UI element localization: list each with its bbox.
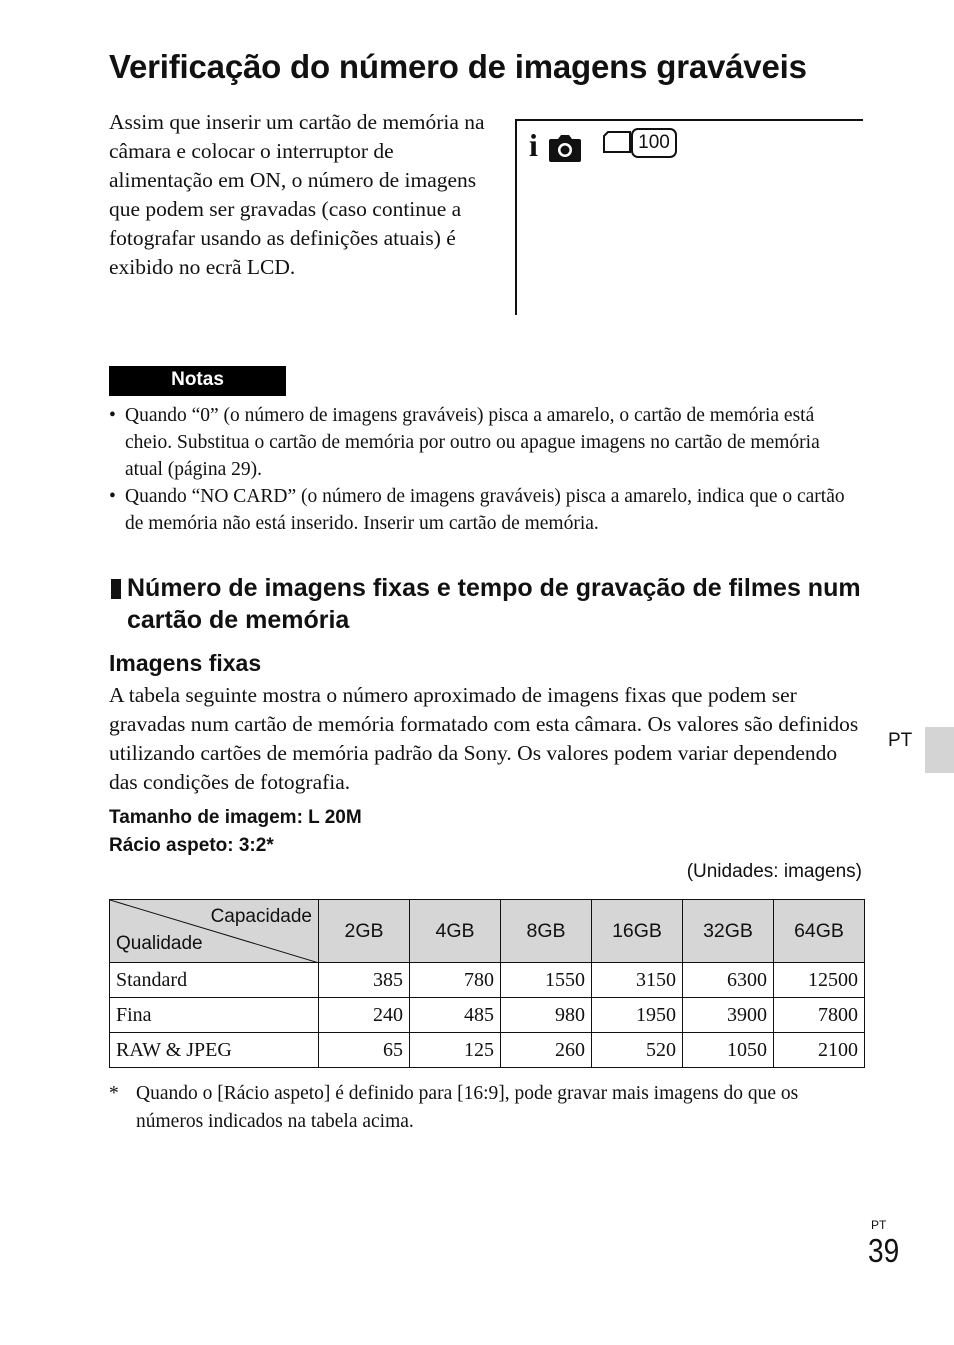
side-language-label: PT bbox=[888, 730, 913, 751]
memory-card-icon bbox=[603, 131, 631, 153]
table-cell: 125 bbox=[410, 1033, 501, 1068]
column-header: 8GB bbox=[501, 900, 592, 963]
table-cell: 780 bbox=[410, 963, 501, 998]
image-size-label: Tamanho de imagem: L 20M bbox=[109, 807, 362, 828]
page-number: 39 bbox=[868, 1232, 900, 1269]
capacity-header: Capacidade bbox=[210, 906, 312, 927]
footnote bbox=[109, 1080, 849, 1136]
row-label: Fina bbox=[110, 998, 319, 1033]
table-row bbox=[110, 963, 865, 998]
table-cell: 1950 bbox=[592, 998, 683, 1033]
corner-header-cell bbox=[110, 900, 319, 963]
footnote-text: Quando o [Rácio aspeto] é definido para [16:9], pode gravar mais imagens do que os números indicados na tabela acima. bbox=[136, 1083, 799, 1132]
table-cell: 3900 bbox=[683, 998, 774, 1033]
section-marker bbox=[111, 579, 121, 599]
table-cell: 240 bbox=[319, 998, 410, 1033]
note-text: Quando “0” (o número de imagens graváveis) pisca a amarelo, o cartão de memória está cheio. Substitua o cartão de memória por outro ou apague imagens no cartão de memória atual (página 29). bbox=[125, 405, 820, 480]
camera-icon bbox=[549, 134, 581, 162]
section-heading bbox=[109, 572, 869, 636]
intro-paragraph: Assim que inserir um cartão de memória na câmara e colocar o interruptor de alimentação em ON, o número de imagens que podem ser gravadas (caso continue a fotografar usando as definições atuais) é exibido no ecrã LCD. bbox=[109, 110, 485, 279]
row-label: Standard bbox=[110, 963, 319, 998]
side-thumb-tab bbox=[925, 727, 954, 773]
quality-header: Qualidade bbox=[116, 933, 203, 954]
page-language-code: PT bbox=[871, 1218, 887, 1232]
table-cell: 1050 bbox=[683, 1033, 774, 1068]
lcd-screen-illustration bbox=[515, 119, 863, 315]
notes-label: Notas bbox=[109, 366, 286, 396]
table-cell: 7800 bbox=[774, 998, 865, 1033]
page-title: Verificação do número de imagens graváveis bbox=[109, 48, 807, 85]
table-cell: 2100 bbox=[774, 1033, 865, 1068]
table-cell: 12500 bbox=[774, 963, 865, 998]
table-header-row bbox=[110, 900, 865, 963]
column-header: 32GB bbox=[683, 900, 774, 963]
description-paragraph: A tabela seguinte mostra o número aproximado de imagens fixas que podem ser gravadas num cartão de memória formatado com esta câmara. Os valores são definidos utilizando cartões de memória padrão da Sony. Os valores podem variar dependendo das condições de fotografia. bbox=[109, 683, 859, 794]
table-cell: 6300 bbox=[683, 963, 774, 998]
row-label: RAW & JPEG bbox=[110, 1033, 319, 1068]
column-header: 4GB bbox=[410, 900, 501, 963]
table-cell: 3150 bbox=[592, 963, 683, 998]
table-cell: 385 bbox=[319, 963, 410, 998]
column-header: 16GB bbox=[592, 900, 683, 963]
units-label: (Unidades: imagens) bbox=[686, 861, 862, 882]
recordable-images-count: 100 bbox=[631, 128, 677, 158]
note-item: • Quando “NO CARD” (o número de imagens graváveis) pisca a amarelo, indica que o cartão de memória não está inserido. Inserir um cartão de memória. bbox=[109, 486, 845, 534]
table-cell: 260 bbox=[501, 1033, 592, 1068]
table-cell: 980 bbox=[501, 998, 592, 1033]
table-cell: 1550 bbox=[501, 963, 592, 998]
subheading: Imagens fixas bbox=[109, 650, 262, 676]
table-row bbox=[110, 1033, 865, 1068]
footnote-mark: * bbox=[109, 1083, 119, 1104]
note-item: • Quando “0” (o número de imagens graváveis) pisca a amarelo, o cartão de memória está cheio. Substitua o cartão de memória por outro ou apague imagens no cartão de memória atual (página 29). bbox=[109, 405, 820, 480]
table-cell: 520 bbox=[592, 1033, 683, 1068]
capacity-table bbox=[109, 899, 865, 1068]
table-cell: 485 bbox=[410, 998, 501, 1033]
column-header: 64GB bbox=[774, 900, 865, 963]
aspect-ratio-label: Rácio aspeto: 3:2* bbox=[109, 835, 274, 856]
table-row bbox=[110, 998, 865, 1033]
section-heading-text: Número de imagens fixas e tempo de gravação de filmes num cartão de memória bbox=[127, 574, 861, 634]
intelligent-auto-letter: i bbox=[529, 127, 538, 163]
note-text: Quando “NO CARD” (o número de imagens graváveis) pisca a amarelo, indica que o cartão de memória não está inserido. Inserir um cartão de memória. bbox=[125, 486, 845, 534]
table-cell: 65 bbox=[319, 1033, 410, 1068]
notes-list bbox=[109, 402, 859, 537]
column-header: 2GB bbox=[319, 900, 410, 963]
